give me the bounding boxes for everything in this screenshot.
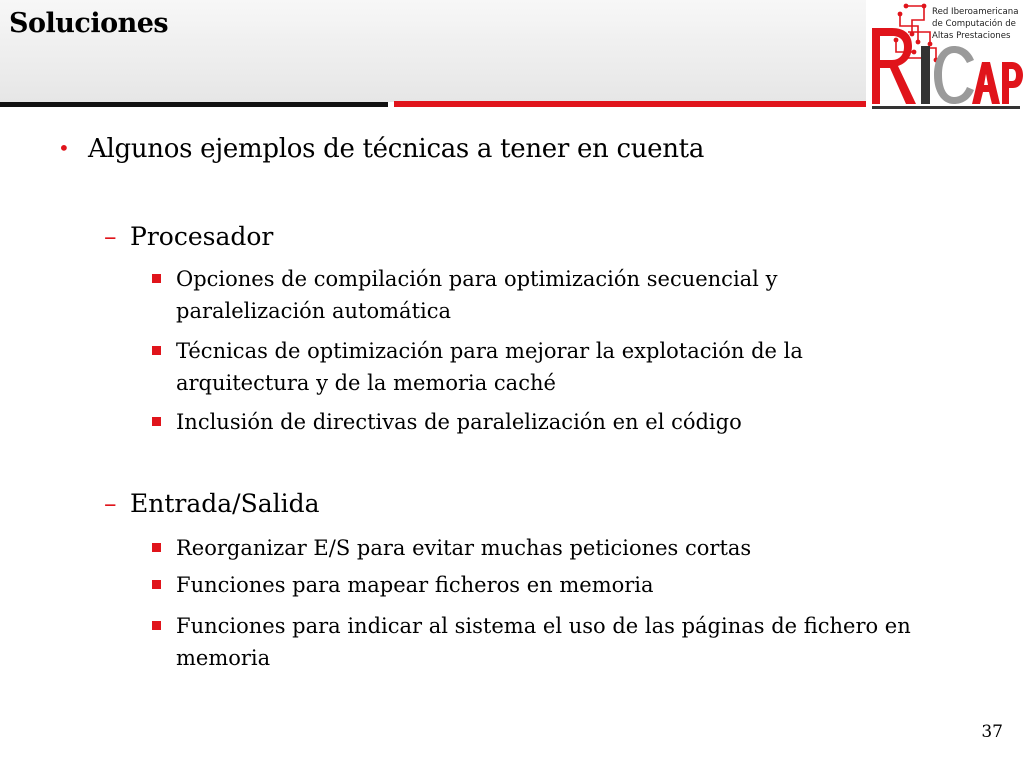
dash-icon: –	[104, 222, 117, 251]
logo-caption-line3: Altas Prestaciones	[932, 31, 1011, 41]
list-item	[150, 335, 920, 399]
list-item	[150, 263, 920, 327]
dash-icon: –	[104, 489, 117, 518]
logo-caption-line1: Red Iberoamericana	[932, 7, 1019, 17]
list-item	[150, 532, 920, 564]
square-bullet-icon	[152, 417, 161, 426]
bullet-dot-icon: •	[58, 136, 70, 160]
slide-title: Soluciones	[9, 8, 169, 39]
list-item-text: Funciones para mapear ficheros en memoria	[176, 573, 654, 597]
list-item	[150, 610, 920, 674]
list-item-text: Inclusión de directivas de paralelización en el código	[176, 410, 742, 434]
section-heading-text: Entrada/Salida	[130, 489, 320, 518]
square-bullet-icon	[152, 621, 161, 630]
page-number: 37	[981, 722, 1003, 742]
list-item	[150, 569, 920, 601]
list-item-text: Técnicas de optimización para mejorar la explotación de la arquitectura y de la memoria caché	[176, 339, 803, 395]
list-item-text: Funciones para indicar al sistema el uso de las páginas de fichero en memoria	[176, 614, 911, 670]
title-rule-red	[394, 101, 866, 107]
ricap-logo	[866, 0, 1024, 110]
square-bullet-icon	[152, 543, 161, 552]
main-bullet-text: Algunos ejemplos de técnicas a tener en cuenta	[88, 134, 705, 164]
logo-caption	[932, 6, 1019, 42]
square-bullet-icon	[152, 274, 161, 283]
list-item	[150, 406, 920, 438]
list-item-text: Reorganizar E/S para evitar muchas peticiones cortas	[176, 536, 752, 560]
square-bullet-icon	[152, 346, 161, 355]
logo-caption-line2: de Computación de	[932, 19, 1016, 29]
section-heading-text: Procesador	[130, 222, 274, 251]
title-rule-dark	[0, 102, 388, 107]
square-bullet-icon	[152, 580, 161, 589]
list-item-text: Opciones de compilación para optimización secuencial y paralelización automática	[176, 267, 778, 323]
